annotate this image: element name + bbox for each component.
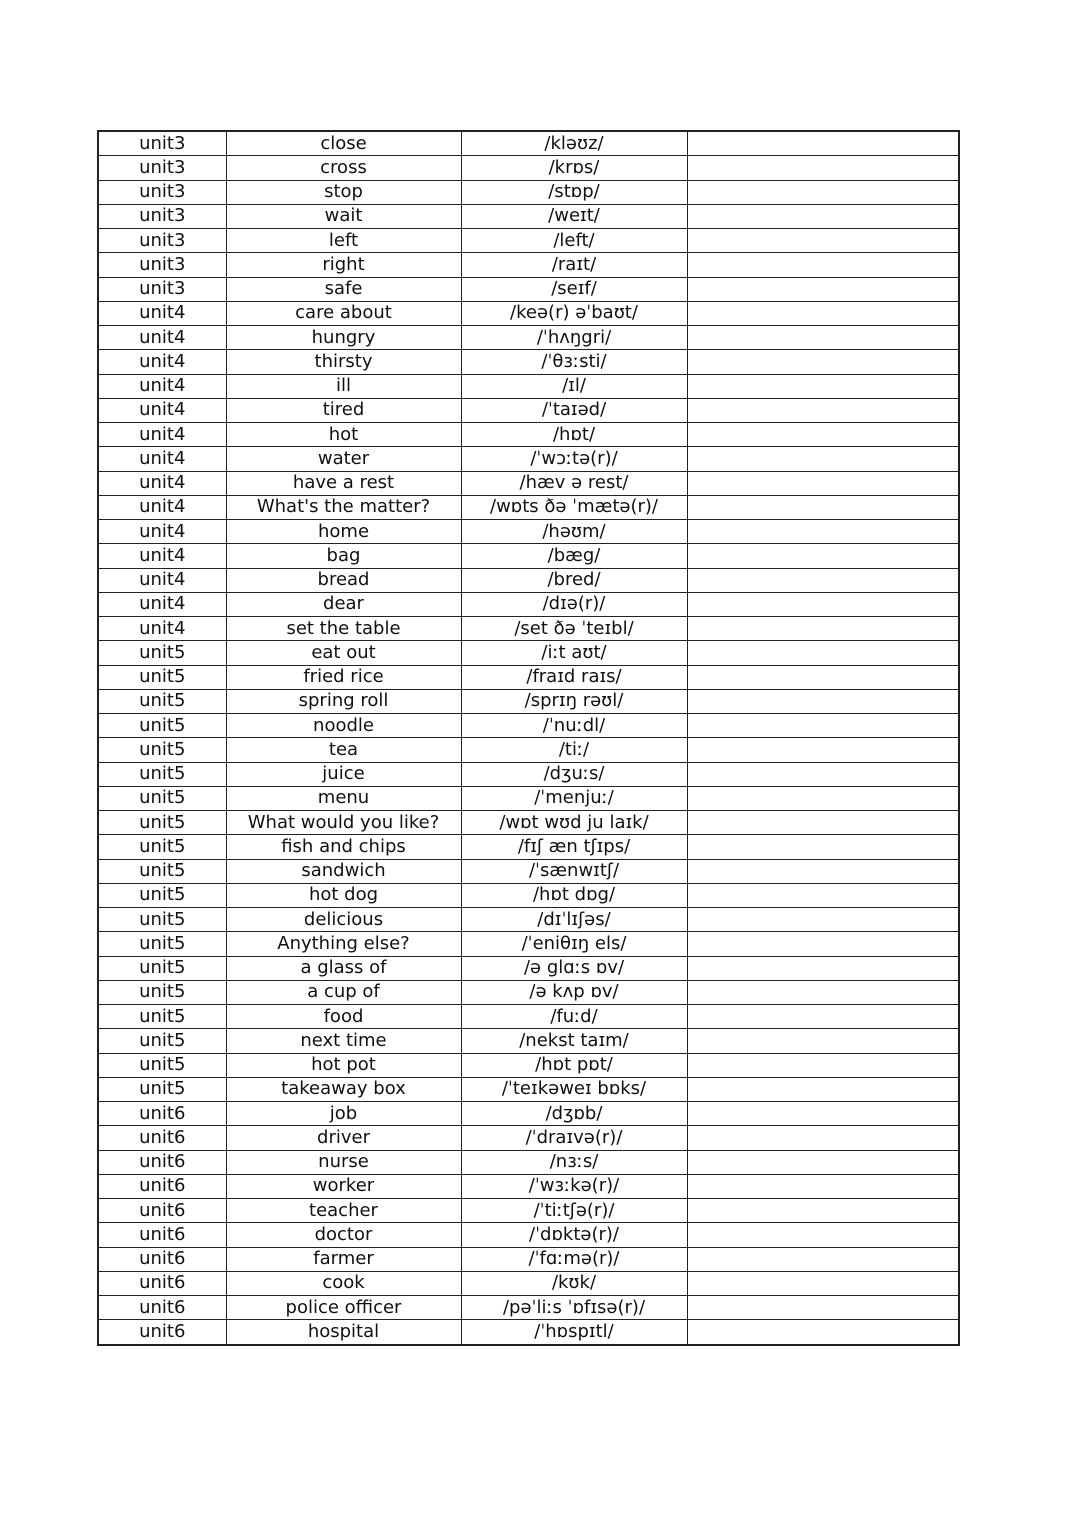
table-row: [98, 301, 959, 325]
phonetic-cell: /raɪt/: [461, 253, 687, 277]
word-cell: doctor: [226, 1223, 461, 1247]
phonetic-cell: /ˈteɪkəweɪ bɒks/: [461, 1077, 687, 1101]
table-row: [98, 932, 959, 956]
word-cell: a cup of: [226, 980, 461, 1004]
unit-cell: unit6: [98, 1271, 226, 1295]
unit-cell: unit3: [98, 156, 226, 180]
word-cell: bread: [226, 568, 461, 592]
word-cell: ill: [226, 374, 461, 398]
table-row: [98, 131, 959, 156]
blank-cell: [687, 1174, 959, 1198]
unit-cell: unit6: [98, 1296, 226, 1320]
word-cell: Anything else?: [226, 932, 461, 956]
unit-cell: unit4: [98, 544, 226, 568]
table-row: [98, 326, 959, 350]
blank-cell: [687, 277, 959, 301]
phonetic-cell: /krɒs/: [461, 156, 687, 180]
unit-cell: unit3: [98, 180, 226, 204]
blank-cell: [687, 423, 959, 447]
word-cell: farmer: [226, 1247, 461, 1271]
word-cell: nurse: [226, 1150, 461, 1174]
blank-cell: [687, 859, 959, 883]
word-cell: tired: [226, 398, 461, 422]
word-cell: wait: [226, 204, 461, 228]
unit-cell: unit4: [98, 520, 226, 544]
unit-cell: unit5: [98, 762, 226, 786]
phonetic-cell: /dɪˈlɪʃəs/: [461, 908, 687, 932]
word-cell: delicious: [226, 908, 461, 932]
unit-cell: unit5: [98, 1053, 226, 1077]
blank-cell: [687, 762, 959, 786]
unit-cell: unit6: [98, 1150, 226, 1174]
phonetic-cell: /həʊm/: [461, 520, 687, 544]
blank-cell: [687, 1296, 959, 1320]
phonetic-cell: /ˈmenjuː/: [461, 786, 687, 810]
table-row: [98, 1296, 959, 1320]
table-row: [98, 180, 959, 204]
blank-cell: [687, 204, 959, 228]
unit-cell: unit4: [98, 326, 226, 350]
word-cell: food: [226, 1005, 461, 1029]
table-row: [98, 1247, 959, 1271]
blank-cell: [687, 665, 959, 689]
word-cell: juice: [226, 762, 461, 786]
blank-cell: [687, 495, 959, 519]
word-cell: teacher: [226, 1199, 461, 1223]
table-row: [98, 617, 959, 641]
unit-cell: unit5: [98, 980, 226, 1004]
blank-cell: [687, 544, 959, 568]
unit-cell: unit6: [98, 1174, 226, 1198]
blank-cell: [687, 1029, 959, 1053]
blank-cell: [687, 301, 959, 325]
phonetic-cell: /pəˈliːs ˈɒfɪsə(r)/: [461, 1296, 687, 1320]
table-row: [98, 253, 959, 277]
unit-cell: unit5: [98, 956, 226, 980]
word-cell: job: [226, 1102, 461, 1126]
vocabulary-table: [97, 130, 960, 1346]
phonetic-cell: /sprɪŋ rəʊl/: [461, 689, 687, 713]
word-cell: cook: [226, 1271, 461, 1295]
table-row: [98, 689, 959, 713]
unit-cell: unit3: [98, 131, 226, 156]
phonetic-cell: /weɪt/: [461, 204, 687, 228]
phonetic-cell: /ə kʌp ɒv/: [461, 980, 687, 1004]
phonetic-cell: /stɒp/: [461, 180, 687, 204]
word-cell: hungry: [226, 326, 461, 350]
word-cell: menu: [226, 786, 461, 810]
table-row: [98, 1126, 959, 1150]
blank-cell: [687, 738, 959, 762]
word-cell: hospital: [226, 1320, 461, 1345]
unit-cell: unit6: [98, 1247, 226, 1271]
word-cell: dear: [226, 592, 461, 616]
phonetic-cell: /fɪʃ æn tʃɪps/: [461, 835, 687, 859]
unit-cell: unit6: [98, 1199, 226, 1223]
blank-cell: [687, 1005, 959, 1029]
phonetic-cell: /hɒt/: [461, 423, 687, 447]
phonetic-cell: /dɪə(r)/: [461, 592, 687, 616]
blank-cell: [687, 350, 959, 374]
unit-cell: unit5: [98, 908, 226, 932]
word-cell: next time: [226, 1029, 461, 1053]
table-row: [98, 1077, 959, 1101]
table-row: [98, 568, 959, 592]
table-row: [98, 956, 959, 980]
unit-cell: unit4: [98, 617, 226, 641]
blank-cell: [687, 932, 959, 956]
unit-cell: unit5: [98, 932, 226, 956]
unit-cell: unit6: [98, 1320, 226, 1345]
unit-cell: unit6: [98, 1126, 226, 1150]
vocabulary-table-body: [98, 131, 959, 1345]
table-row: [98, 665, 959, 689]
word-cell: a glass of: [226, 956, 461, 980]
phonetic-cell: /ˈtiːtʃə(r)/: [461, 1199, 687, 1223]
phonetic-cell: /hɒt dɒg/: [461, 883, 687, 907]
table-row: [98, 1199, 959, 1223]
blank-cell: [687, 811, 959, 835]
word-cell: What's the matter?: [226, 495, 461, 519]
table-row: [98, 471, 959, 495]
table-row: [98, 1174, 959, 1198]
unit-cell: unit3: [98, 229, 226, 253]
word-cell: left: [226, 229, 461, 253]
blank-cell: [687, 229, 959, 253]
unit-cell: unit3: [98, 253, 226, 277]
table-row: [98, 592, 959, 616]
table-row: [98, 398, 959, 422]
word-cell: eat out: [226, 641, 461, 665]
blank-cell: [687, 617, 959, 641]
unit-cell: unit4: [98, 568, 226, 592]
phonetic-cell: /ˈwɔːtə(r)/: [461, 447, 687, 471]
word-cell: noodle: [226, 714, 461, 738]
word-cell: tea: [226, 738, 461, 762]
word-cell: What would you like?: [226, 811, 461, 835]
unit-cell: unit6: [98, 1102, 226, 1126]
unit-cell: unit4: [98, 423, 226, 447]
blank-cell: [687, 253, 959, 277]
word-cell: police officer: [226, 1296, 461, 1320]
phonetic-cell: /ə glɑːs ɒv/: [461, 956, 687, 980]
table-row: [98, 350, 959, 374]
word-cell: fish and chips: [226, 835, 461, 859]
unit-cell: unit5: [98, 883, 226, 907]
blank-cell: [687, 883, 959, 907]
unit-cell: unit3: [98, 204, 226, 228]
unit-cell: unit4: [98, 495, 226, 519]
blank-cell: [687, 1271, 959, 1295]
unit-cell: unit5: [98, 859, 226, 883]
unit-cell: unit5: [98, 665, 226, 689]
blank-cell: [687, 131, 959, 156]
blank-cell: [687, 520, 959, 544]
blank-cell: [687, 398, 959, 422]
table-row: [98, 156, 959, 180]
word-cell: home: [226, 520, 461, 544]
table-row: [98, 908, 959, 932]
blank-cell: [687, 1150, 959, 1174]
unit-cell: unit5: [98, 1005, 226, 1029]
unit-cell: unit5: [98, 689, 226, 713]
word-cell: have a rest: [226, 471, 461, 495]
table-row: [98, 1029, 959, 1053]
unit-cell: unit5: [98, 714, 226, 738]
blank-cell: [687, 1126, 959, 1150]
blank-cell: [687, 641, 959, 665]
word-cell: worker: [226, 1174, 461, 1198]
word-cell: sandwich: [226, 859, 461, 883]
blank-cell: [687, 1077, 959, 1101]
unit-cell: unit4: [98, 447, 226, 471]
phonetic-cell: /ˈnuːdl/: [461, 714, 687, 738]
phonetic-cell: /iːt aʊt/: [461, 641, 687, 665]
blank-cell: [687, 326, 959, 350]
phonetic-cell: /dʒɒb/: [461, 1102, 687, 1126]
word-cell: cross: [226, 156, 461, 180]
word-cell: hot pot: [226, 1053, 461, 1077]
unit-cell: unit5: [98, 641, 226, 665]
blank-cell: [687, 592, 959, 616]
blank-cell: [687, 956, 959, 980]
table-row: [98, 1053, 959, 1077]
word-cell: thirsty: [226, 350, 461, 374]
phonetic-cell: /tiː/: [461, 738, 687, 762]
table-row: [98, 1005, 959, 1029]
table-row: [98, 1102, 959, 1126]
word-cell: fried rice: [226, 665, 461, 689]
phonetic-cell: /nekst taɪm/: [461, 1029, 687, 1053]
word-cell: water: [226, 447, 461, 471]
table-row: [98, 835, 959, 859]
word-cell: care about: [226, 301, 461, 325]
blank-cell: [687, 156, 959, 180]
unit-cell: unit4: [98, 301, 226, 325]
table-row: [98, 277, 959, 301]
phonetic-cell: /wɒt wʊd ju laɪk/: [461, 811, 687, 835]
table-row: [98, 204, 959, 228]
table-row: [98, 762, 959, 786]
table-row: [98, 859, 959, 883]
phonetic-cell: /wɒts ðə ˈmætə(r)/: [461, 495, 687, 519]
table-row: [98, 1150, 959, 1174]
unit-cell: unit5: [98, 738, 226, 762]
table-row: [98, 811, 959, 835]
phonetic-cell: /ˈhɒspɪtl/: [461, 1320, 687, 1345]
table-row: [98, 447, 959, 471]
table-row: [98, 738, 959, 762]
blank-cell: [687, 1320, 959, 1345]
unit-cell: unit6: [98, 1223, 226, 1247]
phonetic-cell: /set ðə ˈteɪbl/: [461, 617, 687, 641]
blank-cell: [687, 786, 959, 810]
phonetic-cell: /ɪl/: [461, 374, 687, 398]
table-row: [98, 495, 959, 519]
blank-cell: [687, 689, 959, 713]
phonetic-cell: /ˈdɒktə(r)/: [461, 1223, 687, 1247]
table-row: [98, 980, 959, 1004]
phonetic-cell: /ˈtaɪəd/: [461, 398, 687, 422]
phonetic-cell: /ˈeniθɪŋ els/: [461, 932, 687, 956]
blank-cell: [687, 568, 959, 592]
phonetic-cell: /fraɪd raɪs/: [461, 665, 687, 689]
unit-cell: unit5: [98, 811, 226, 835]
table-row: [98, 1320, 959, 1345]
phonetic-cell: /nɜːs/: [461, 1150, 687, 1174]
blank-cell: [687, 180, 959, 204]
unit-cell: unit5: [98, 1077, 226, 1101]
phonetic-cell: /ˈfɑːmə(r)/: [461, 1247, 687, 1271]
blank-cell: [687, 1247, 959, 1271]
blank-cell: [687, 1053, 959, 1077]
table-row: [98, 229, 959, 253]
phonetic-cell: /left/: [461, 229, 687, 253]
word-cell: driver: [226, 1126, 461, 1150]
phonetic-cell: /bred/: [461, 568, 687, 592]
word-cell: hot dog: [226, 883, 461, 907]
table-row: [98, 1271, 959, 1295]
word-cell: right: [226, 253, 461, 277]
word-cell: spring roll: [226, 689, 461, 713]
blank-cell: [687, 980, 959, 1004]
unit-cell: unit3: [98, 277, 226, 301]
word-cell: stop: [226, 180, 461, 204]
unit-cell: unit4: [98, 471, 226, 495]
blank-cell: [687, 1223, 959, 1247]
blank-cell: [687, 714, 959, 738]
table-row: [98, 374, 959, 398]
table-row: [98, 1223, 959, 1247]
word-cell: takeaway box: [226, 1077, 461, 1101]
phonetic-cell: /ˈwɜːkə(r)/: [461, 1174, 687, 1198]
phonetic-cell: /kləʊz/: [461, 131, 687, 156]
phonetic-cell: /kʊk/: [461, 1271, 687, 1295]
phonetic-cell: /ˈdraɪvə(r)/: [461, 1126, 687, 1150]
word-cell: set the table: [226, 617, 461, 641]
table-row: [98, 883, 959, 907]
phonetic-cell: /fuːd/: [461, 1005, 687, 1029]
blank-cell: [687, 908, 959, 932]
word-cell: close: [226, 131, 461, 156]
table-row: [98, 641, 959, 665]
blank-cell: [687, 835, 959, 859]
word-cell: bag: [226, 544, 461, 568]
unit-cell: unit5: [98, 786, 226, 810]
phonetic-cell: /ˈθɜːsti/: [461, 350, 687, 374]
phonetic-cell: /ˈsænwɪtʃ/: [461, 859, 687, 883]
table-row: [98, 786, 959, 810]
unit-cell: unit4: [98, 592, 226, 616]
phonetic-cell: /hɒt pɒt/: [461, 1053, 687, 1077]
phonetic-cell: /keə(r) əˈbaʊt/: [461, 301, 687, 325]
unit-cell: unit4: [98, 398, 226, 422]
unit-cell: unit5: [98, 835, 226, 859]
word-cell: hot: [226, 423, 461, 447]
phonetic-cell: /hæv ə rest/: [461, 471, 687, 495]
phonetic-cell: /dʒuːs/: [461, 762, 687, 786]
word-cell: safe: [226, 277, 461, 301]
table-row: [98, 544, 959, 568]
unit-cell: unit5: [98, 1029, 226, 1053]
blank-cell: [687, 374, 959, 398]
blank-cell: [687, 1102, 959, 1126]
table-row: [98, 520, 959, 544]
blank-cell: [687, 471, 959, 495]
phonetic-cell: /ˈhʌŋgri/: [461, 326, 687, 350]
phonetic-cell: /bæg/: [461, 544, 687, 568]
blank-cell: [687, 1199, 959, 1223]
unit-cell: unit4: [98, 374, 226, 398]
table-row: [98, 714, 959, 738]
phonetic-cell: /seɪf/: [461, 277, 687, 301]
table-row: [98, 423, 959, 447]
unit-cell: unit4: [98, 350, 226, 374]
blank-cell: [687, 447, 959, 471]
